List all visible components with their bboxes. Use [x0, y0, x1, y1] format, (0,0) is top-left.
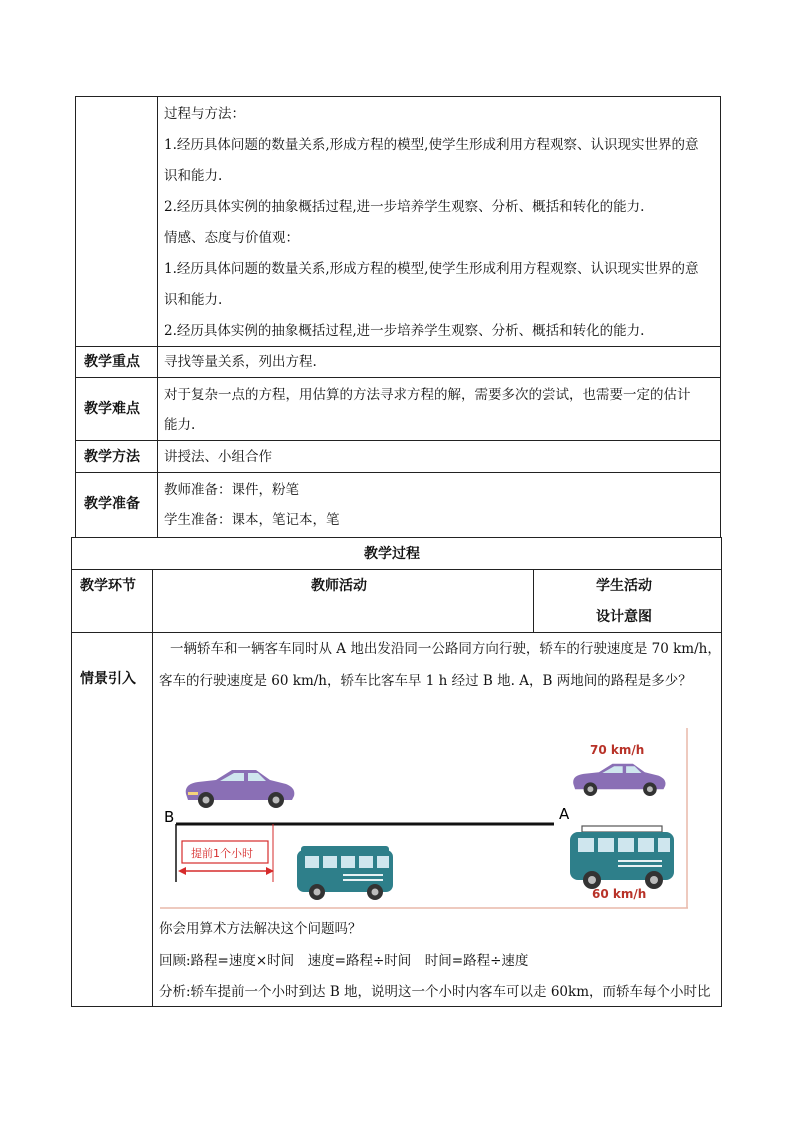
prep-label: 教学准备: [84, 496, 140, 512]
question-text: 你会用算术方法解决这个问题吗？: [159, 921, 362, 937]
table1-row-divider-4: [75, 472, 721, 473]
emotion-goal-1a: 1.经历具体问题的数量关系,形成方程的模型,使学生形成利用方程观察、认识现实世界的意: [164, 261, 699, 277]
table1-left-border: [75, 96, 76, 537]
col-teacher-header: 教师活动: [311, 578, 367, 594]
emotion-goal-1b: 识和能力.: [164, 292, 223, 308]
table1-row-divider-3: [75, 440, 721, 441]
prep-teacher: 教师准备：课件，粉笔: [164, 482, 299, 498]
process-goal-1b: 识和能力.: [164, 168, 223, 184]
teaching-process-title: 教学过程: [364, 546, 420, 562]
difficulty-text-b: 能力.: [164, 417, 196, 433]
problem-line-a: 一辆轿车和一辆客车同时从 A 地出发沿同一公路同方向行驶，轿车的行驶速度是 70 km/h，: [170, 641, 721, 657]
table1-row-divider-2: [75, 377, 721, 378]
method-label: 教学方法: [84, 449, 140, 465]
table2-top-border: [71, 537, 722, 538]
process-goal-2: 2.经历具体实例的抽象概括过程,进一步培养学生观察、分析、概括和转化的能力.: [164, 199, 645, 215]
problem-line-b: 客车的行驶速度是 60 km/h，轿车比客车早 1 h 经过 B 地. A，B 两地间的路程是多少？: [159, 673, 692, 689]
table1-right-border: [720, 96, 721, 537]
car-speed-label: 70 km/h: [590, 743, 645, 757]
table2-left-border: [71, 537, 72, 1006]
bus-speed-label: 60 km/h: [592, 887, 647, 901]
key-point-text: 寻找等量关系，列出方程.: [164, 354, 317, 370]
difficulty-text-a: 对于复杂一点的方程，用估算的方法寻求方程的解，需要多次的尝试，也需要一定的估计: [164, 387, 691, 403]
stage-intro-label: 情景引入: [80, 671, 136, 687]
process-method-title: 过程与方法：: [164, 106, 245, 122]
table2-title-divider: [71, 569, 722, 570]
emotion-title: 情感、态度与价值观：: [164, 230, 299, 246]
difficulty-label: 教学难点: [84, 401, 140, 417]
col-stage-header: 教学环节: [80, 578, 136, 594]
table1-col-divider: [157, 96, 158, 537]
emotion-goal-2: 2.经历具体实例的抽象概括过程,进一步培养学生观察、分析、概括和转化的能力.: [164, 323, 645, 339]
col-intent-header: 设计意图: [596, 609, 652, 625]
review-text: 回顾:路程=速度×时间 速度=路程÷时间 时间=路程÷速度: [159, 953, 529, 969]
point-a-label: A: [559, 805, 570, 823]
table2-header-divider: [71, 632, 722, 633]
table2-col-divider-2: [533, 569, 534, 632]
point-b-label: B: [164, 808, 175, 826]
table2-col-divider-1: [152, 569, 153, 1006]
table1-top-border: [75, 96, 721, 97]
bus-icon: [297, 846, 393, 900]
table1-row-divider-1: [75, 346, 721, 347]
early-label: 提前1个小时: [191, 847, 253, 860]
key-point-label: 教学重点: [84, 354, 140, 370]
bus-right-icon: [570, 826, 674, 889]
car-bus-illustration: [160, 728, 688, 910]
method-text: 讲授法、小组合作: [164, 449, 272, 465]
process-goal-1a: 1.经历具体问题的数量关系,形成方程的模型,使学生形成利用方程观察、认识现实世界的意: [164, 137, 699, 153]
table2-bottom-border: [71, 1006, 722, 1007]
analysis-text: 分析:轿车提前一个小时到达 B 地，说明这一个小时内客车可以走 60km，而轿车每个小时比: [159, 984, 711, 1000]
col-student-header: 学生活动: [596, 578, 652, 594]
prep-student: 学生准备：课本，笔记本，笔: [164, 512, 340, 528]
table2-right-border: [721, 537, 722, 1006]
